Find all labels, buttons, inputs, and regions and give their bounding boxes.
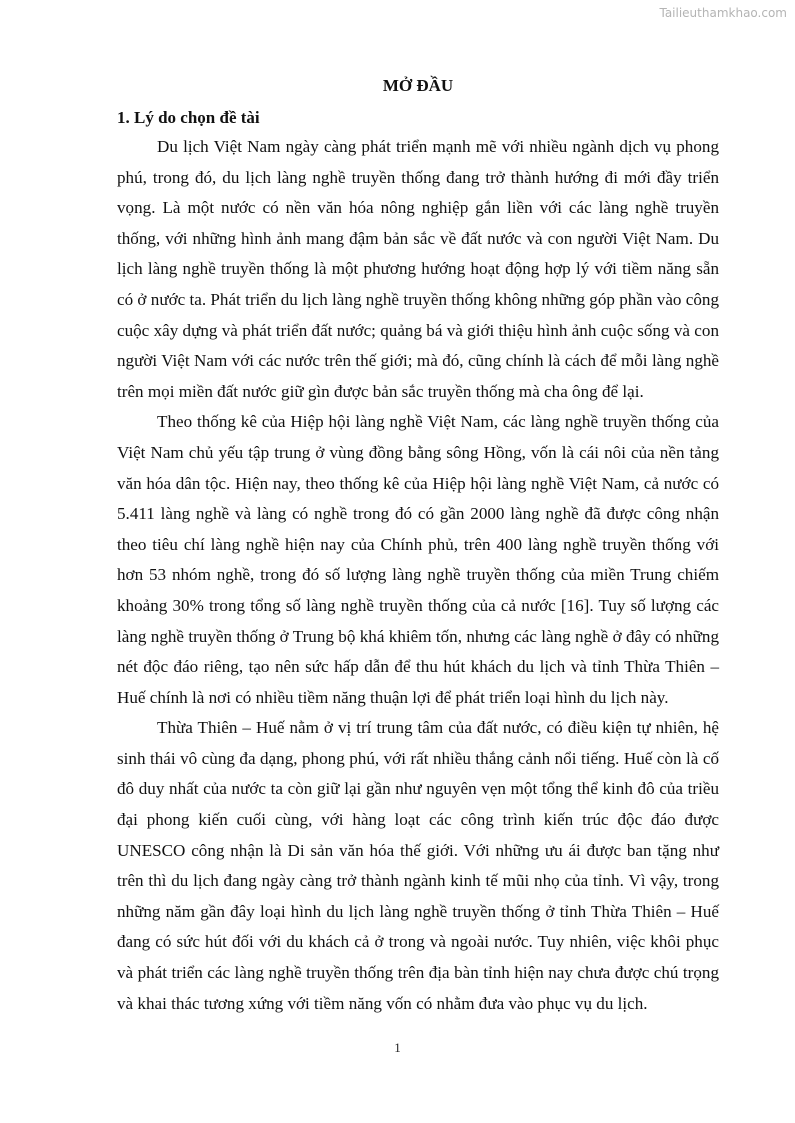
paragraph-2: Theo thống kê của Hiệp hội làng nghề Việt Nam, các làng nghề truyền thống của Việt Nam chủ yếu tập trung ở vùng đồng bằng sông Hồng, vốn là cái nôi của nền tảng văn hóa dân tộc. Hiện nay, theo thống kê của Hiệp hội làng nghề Việt Nam, cả nước có 5.411 làng nghề và làng có nghề trong đó có gần 2000 làng nghề đã được công nhận theo tiêu chí làng nghề hiện nay của Chính phủ, trên 400 làng nghề truyền thống với hơn 53 nhóm nghề, trong đó số lượng làng nghề truyền thống của miền Trung chiếm khoảng 30% trong tổng số làng nghề truyền thống của cả nước [16]. Tuy số lượng các làng nghề truyền thống ở Trung bộ khá khiêm tốn, nhưng các làng nghề ở đây có những nét độc đáo riêng, tạo nên sức hấp dẫn để thu hút khách du lịch và tỉnh Thừa Thiên – Huế chính là nơi có nhiều tiềm năng thuận lợi để phát triển loại hình du lịch này.: [117, 412, 719, 707]
paragraph-1: Du lịch Việt Nam ngày càng phát triển mạnh mẽ với nhiều ngành dịch vụ phong phú, trong đó, du lịch làng nghề truyền thống đang trở thành hướng đi mới đầy triển vọng. Là một nước có nền văn hóa nông nghiệp gắn liền với các làng nghề truyền thống, với những hình ảnh mang đậm bản sắc về đất nước và con người Việt Nam. Du lịch làng nghề truyền thống là một phương hướng hoạt động hợp lý với tiềm năng sẵn có ở nước ta. Phát triển du lịch làng nghề truyền thống không những góp phần vào công cuộc xây dựng và phát triển đất nước; quảng bá và giới thiệu hình ảnh cuộc sống và con người Việt Nam với các nước trên thế giới; mà đó, cũng chính là cách để mỗi làng nghề trên mọi miền đất nước giữ gìn được bản sắc truyền thống mà cha ông để lại.: [117, 137, 719, 401]
document-page: [117, 76, 719, 1019]
page-number: 1: [394, 1040, 401, 1055]
watermark-text: Tailieuthamkhao.com: [659, 6, 787, 20]
document-title: MỞ ĐẦU: [382, 76, 454, 95]
section-heading: 1. Lý do chọn đề tài: [117, 108, 260, 127]
paragraph-3: Thừa Thiên – Huế nằm ở vị trí trung tâm của đất nước, có điều kiện tự nhiên, hệ sinh thái vô cùng đa dạng, phong phú, với rất nhiều thắng cảnh nổi tiếng. Huế còn là cố đô duy nhất của nước ta còn giữ lại gần như nguyên vẹn một tổng thể kinh đô của triều đại phong kiến cuối cùng, với hàng loạt các công trình kiến trúc độc đáo được UNESCO công nhận là Di sản văn hóa thế giới. Với những ưu ái được ban tặng như trên thì du lịch đang ngày càng trở thành ngành kinh tế mũi nhọ của tỉnh. Vì vậy, trong những năm gần đây loại hình du lịch làng nghề truyền thống ở tỉnh Thừa Thiên – Huế đang có sức hút đối với du khách cả ở trong và ngoài nước. Tuy nhiên, việc khôi phục và phát triển các làng nghề truyền thống trên địa bàn tỉnh hiện nay chưa được chú trọng và khai thác tương xứng với tiềm năng vốn có nhằm đưa vào phục vụ du lịch.: [117, 718, 719, 1013]
